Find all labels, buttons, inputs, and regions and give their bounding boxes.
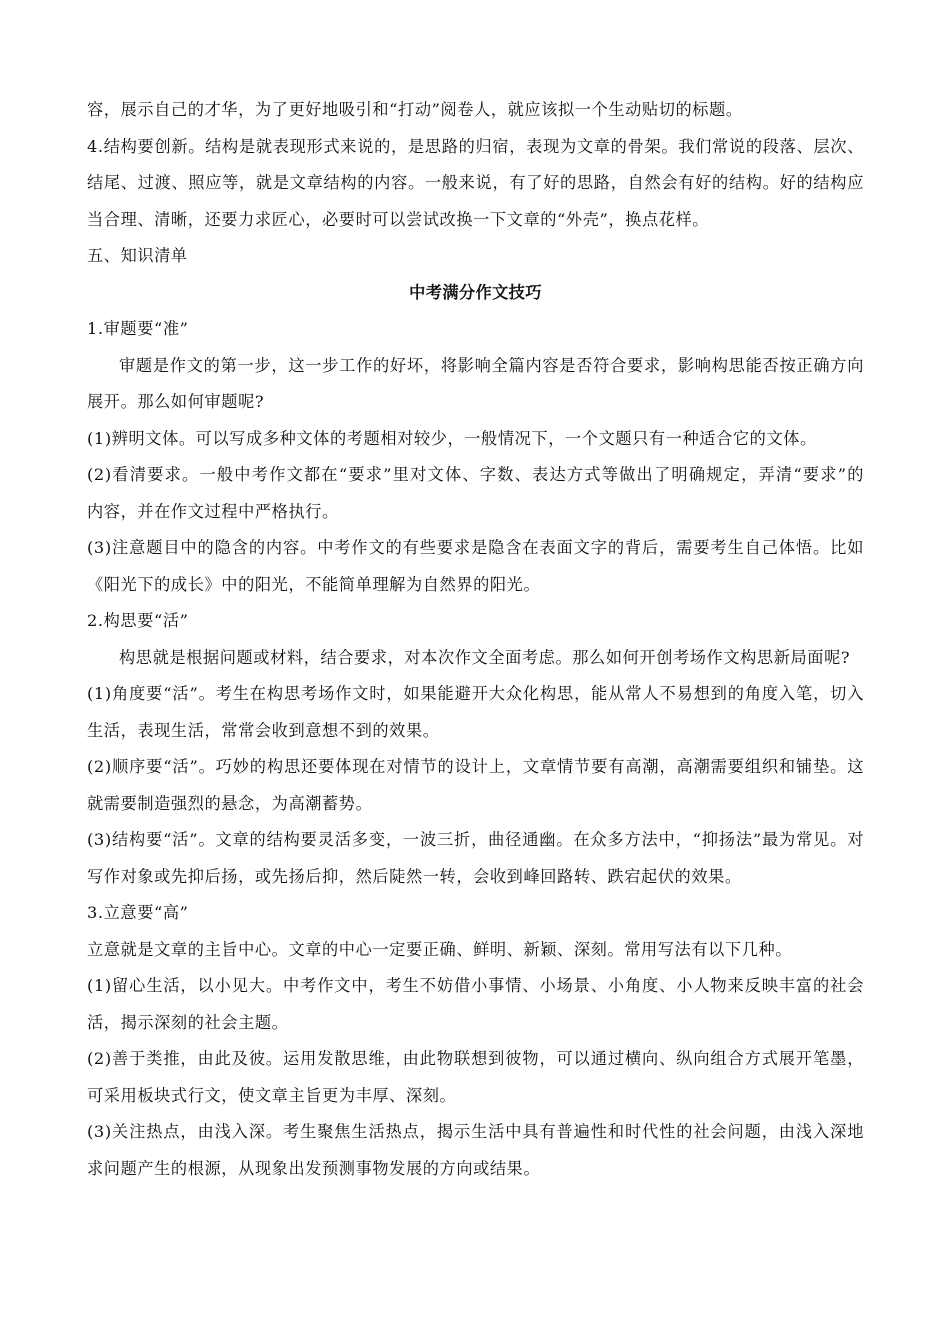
list-item: (1)留心生活，以小见大。中考作文中，考生不妨借小事情、小场景、小角度、小人物来反映丰富的社会 bbox=[87, 976, 864, 995]
paragraph-line: 结尾、过渡、照应等，就是文章结构的内容。一般来说，有了好的思路，自然会有好的结构。好的结构应 bbox=[87, 173, 864, 192]
list-item: (1)辨明文体。可以写成多种文体的考题相对较少，一般情况下，一个文题只有一种适合它的文体。 bbox=[87, 428, 817, 448]
list-item: (3)注意题目中的隐含的内容。中考作文的有些要求是隐含在表面文字的背后，需要考生自己体悟。比如 bbox=[87, 538, 864, 557]
paragraph-line: 内容，并在作文过程中严格执行。 bbox=[87, 501, 339, 521]
paragraph-line: 求问题产生的根源，从现象出发预测事物发展的方向或结果。 bbox=[87, 1158, 541, 1178]
list-item: (3)关注热点，由浅入深。考生聚焦生活热点，揭示生活中具有普遍性和时代性的社会问题，由浅入深地 bbox=[87, 1122, 864, 1141]
subsection-heading: 1.审题要“准” bbox=[87, 319, 189, 338]
paragraph-line: 生活，表现生活，常常会收到意想不到的效果。 bbox=[87, 720, 440, 740]
paragraph-line: 4.结构要创新。结构是就表现形式来说的，是思路的归宿，表现为文章的骨架。我们常说的段落、层次、 bbox=[87, 136, 864, 156]
paragraph-line: 《阳光下的成长》中的阳光，不能简单理解为自然界的阳光。 bbox=[87, 574, 541, 594]
paragraph-line: 审题是作文的第一步，这一步工作的好坏，将影响全篇内容是否符合要求，影响构思能否按正确方向 bbox=[119, 355, 864, 375]
paragraph-line: 写作对象或先抑后扬，或先扬后抑，然后陡然一转，会收到峰回路转、跌宕起伏的效果。 bbox=[87, 866, 742, 886]
paragraph-line: 可采用板块式行文，使文章主旨更为丰厚、深刻。 bbox=[87, 1085, 457, 1105]
paragraph-line: 展开。那么如何审题呢? bbox=[87, 392, 265, 411]
subsection-heading: 3.立意要“高” bbox=[87, 903, 189, 922]
list-item: (2)顺序要“活”。巧妙的构思还要体现在对情节的设计上，文章情节要有高潮，高潮需要组织和铺垫。这 bbox=[87, 757, 864, 776]
section-heading: 五、知识清单 bbox=[87, 246, 188, 265]
list-item: (1)角度要“活”。考生在构思考场作文时，如果能避开大众化构思，能从常人不易想到的角度入笔，切入 bbox=[87, 684, 864, 703]
paragraph-line: 立意就是文章的主旨中心。文章的中心一定要正确、鲜明、新颖、深刻。常用写法有以下几种。 bbox=[87, 939, 793, 959]
paragraph-line: 容，展示自己的才华，为了更好地吸引和“打动”阅卷人，就应该拟一个生动贴切的标题。 bbox=[87, 100, 743, 119]
paragraph-line: 当合理、清晰，还要力求匠心，必要时可以尝试改换一下文章的“外壳”，换点花样。 bbox=[87, 209, 710, 229]
paragraph-line: 活，揭示深刻的社会主题。 bbox=[87, 1012, 289, 1032]
list-item: (3)结构要“活”。文章的结构要灵活多变，一波三折，曲径通幽。在众多方法中，“抑扬法”最为常见。对 bbox=[87, 830, 864, 849]
list-item: (2)看清要求。一般中考作文都在“要求”里对文体、字数、表达方式等做出了明确规定，弄清“要求”的 bbox=[87, 465, 864, 484]
list-item: (2)善于类推，由此及彼。运用发散思维，由此物联想到彼物，可以通过横向、纵向组合方式展开笔墨， bbox=[87, 1049, 864, 1068]
paragraph-line: 构思就是根据问题或材料，结合要求，对本次作文全面考虑。那么如何开创考场作文构思新局面呢? bbox=[119, 647, 851, 667]
paragraph-line: 就需要制造强烈的悬念，为高潮蓄势。 bbox=[87, 793, 373, 813]
subsection-heading: 2.构思要“活” bbox=[87, 611, 189, 630]
page-title: 中考满分作文技巧 bbox=[409, 282, 542, 302]
